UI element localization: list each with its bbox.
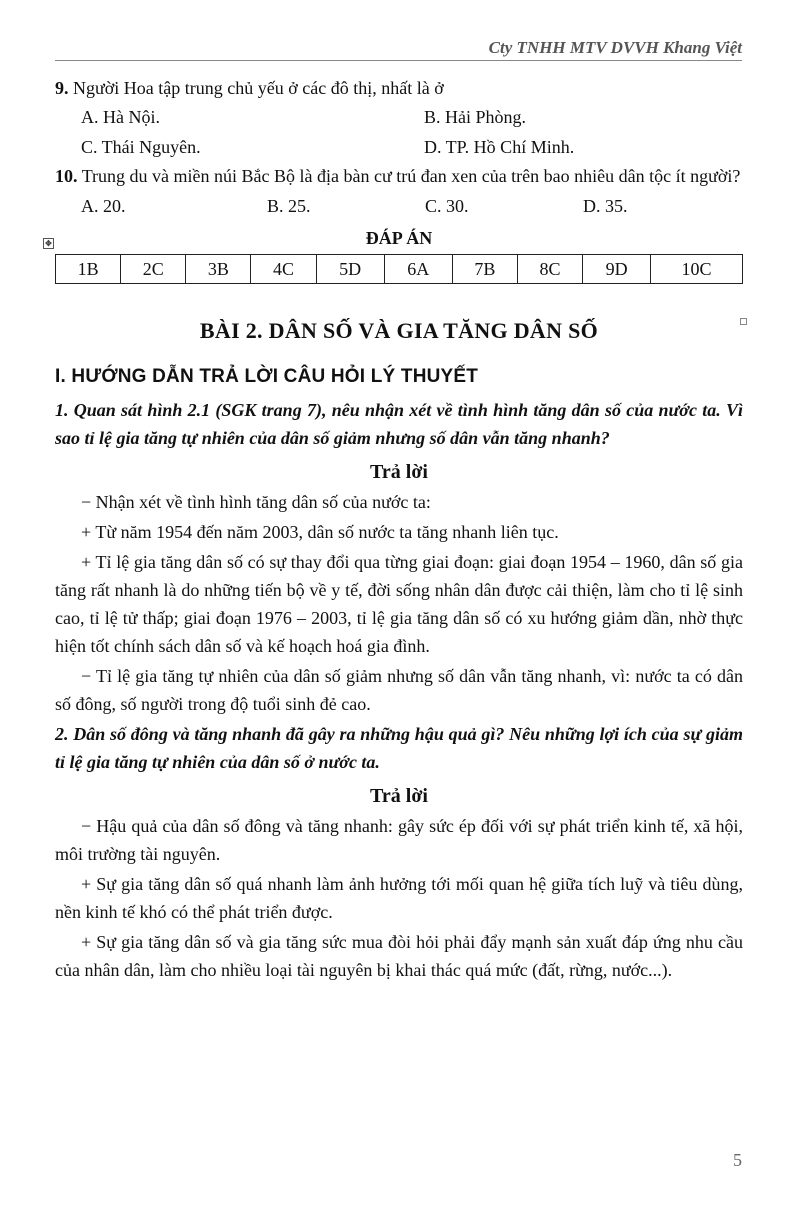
page-header (55, 38, 742, 61)
question-9-text: Người Hoa tập trung chủ yếu ở các đô thị, nhất là ở (73, 78, 444, 98)
lesson-title: BÀI 2. DÂN SỐ VÀ GIA TĂNG DÂN SỐ (199, 318, 599, 343)
answer-cell: 10C (651, 255, 743, 284)
answer-1-paragraph: + Tỉ lệ gia tăng dân số có sự thay đổi qua từng giai đoạn: giai đoạn 1954 – 1960, dân số gia tăng rất nhanh là do những tiến bộ về y tế, đời sống nhân dân được cải thiện, làm cho tỉ lệ sinh cao, tỉ lệ tử thấp; giai đoạn 1976 – 2003, tỉ lệ gia tăng dân số có xu hướng giảm dần, nhờ thực hiện tốt chính sách dân số và kế hoạch hoá gia đình. (55, 552, 743, 656)
page-content (45, 70, 743, 984)
q10-option-d: D. 35. (583, 196, 628, 216)
answer-key-title (45, 224, 743, 252)
answer-2-paragraph: + Sự gia tăng dân số quá nhanh làm ảnh hưởng tới mối quan hệ giữa tích luỹ và tiêu dùng, nền kinh tế khó có thể phát triển được. (55, 874, 743, 922)
question-10 (55, 162, 743, 190)
q9-option-c: C. Thái Nguyên. (81, 137, 201, 157)
answer-cell: 3B (186, 255, 251, 284)
answer-1-paragraph: + Từ năm 1954 đến năm 2003, dân số nước ta tăng nhanh liên tục. (81, 522, 559, 542)
answer-key-table (55, 254, 743, 284)
answer-cell: 2C (121, 255, 186, 284)
answer-2-paragraph: + Sự gia tăng dân số và gia tăng sức mua đòi hỏi phải đẩy mạnh sản xuất đáp ứng nhu cầu của nhân dân, làm cho nhiều loại tài nguyên bị khai thác quá mức (đất, rừng, nước...). (55, 932, 743, 980)
q9-option-a: A. Hà Nội. (81, 107, 160, 127)
q9-option-d: D. TP. Hồ Chí Minh. (424, 137, 575, 157)
header-text: Cty TNHH MTV DVVH Khang Việt (488, 38, 742, 57)
question-9-number: 9. (55, 78, 69, 98)
answer-cell: 8C (517, 255, 582, 284)
answer-cell: 6A (384, 255, 452, 284)
q10-option-c: C. 30. (425, 196, 469, 216)
q10-option-b: B. 25. (267, 196, 311, 216)
question-1: 1. Quan sát hình 2.1 (SGK trang 7), nêu nhận xét về tình hình tăng dân số của nước ta. Vì sao tỉ lệ gia tăng tự nhiên của dân số giảm nhưng số dân vẫn tăng nhanh? (55, 400, 743, 448)
answer-key-title-text: ĐÁP ÁN (365, 228, 433, 248)
table-row (56, 255, 743, 284)
answer-cell: 4C (251, 255, 316, 284)
answer-1-paragraph: − Nhận xét về tình hình tăng dân số của nước ta: (81, 492, 431, 512)
table-move-handle-icon[interactable]: ✥ (43, 238, 54, 249)
answer-label-2: Trả lời (370, 785, 428, 807)
q10-option-a: A. 20. (81, 196, 126, 216)
question-2: 2. Dân số đông và tăng nhanh đã gây ra những hậu quả gì? Nêu những lợi ích của sự giảm tỉ lệ gia tăng tự nhiên của dân số ở nước ta. (55, 724, 743, 772)
question-9-options (55, 102, 743, 162)
answer-label-1: Trả lời (370, 461, 428, 483)
answer-cell: 7B (452, 255, 517, 284)
section-heading: I. HƯỚNG DẪN TRẢ LỜI CÂU HỎI LÝ THUYẾT (55, 366, 479, 387)
answer-1-paragraph: − Tỉ lệ gia tăng tự nhiên của dân số giảm nhưng số dân vẫn tăng nhanh, vì: nước ta có dân số đông, số người trong độ tuổi sinh đẻ cao. (55, 666, 743, 714)
table-resize-handle-icon[interactable] (740, 318, 747, 325)
question-10-text: Trung du và miền núi Bắc Bộ là địa bàn cư trú đan xen của trên bao nhiêu dân tộc ít người? (81, 166, 741, 186)
answer-cell: 1B (56, 255, 121, 284)
answer-cell: 9D (583, 255, 651, 284)
page-number: 5 (733, 1150, 742, 1170)
q9-option-b: B. Hải Phòng. (424, 107, 527, 127)
answer-2-paragraph: − Hậu quả của dân số đông và tăng nhanh: gây sức ép đối với sự phát triển kinh tế, xã hội, môi trường tài nguyên. (55, 816, 743, 864)
question-10-number: 10. (55, 166, 78, 186)
question-10-options (55, 192, 743, 220)
question-9 (55, 74, 743, 102)
answer-cell: 5D (316, 255, 384, 284)
